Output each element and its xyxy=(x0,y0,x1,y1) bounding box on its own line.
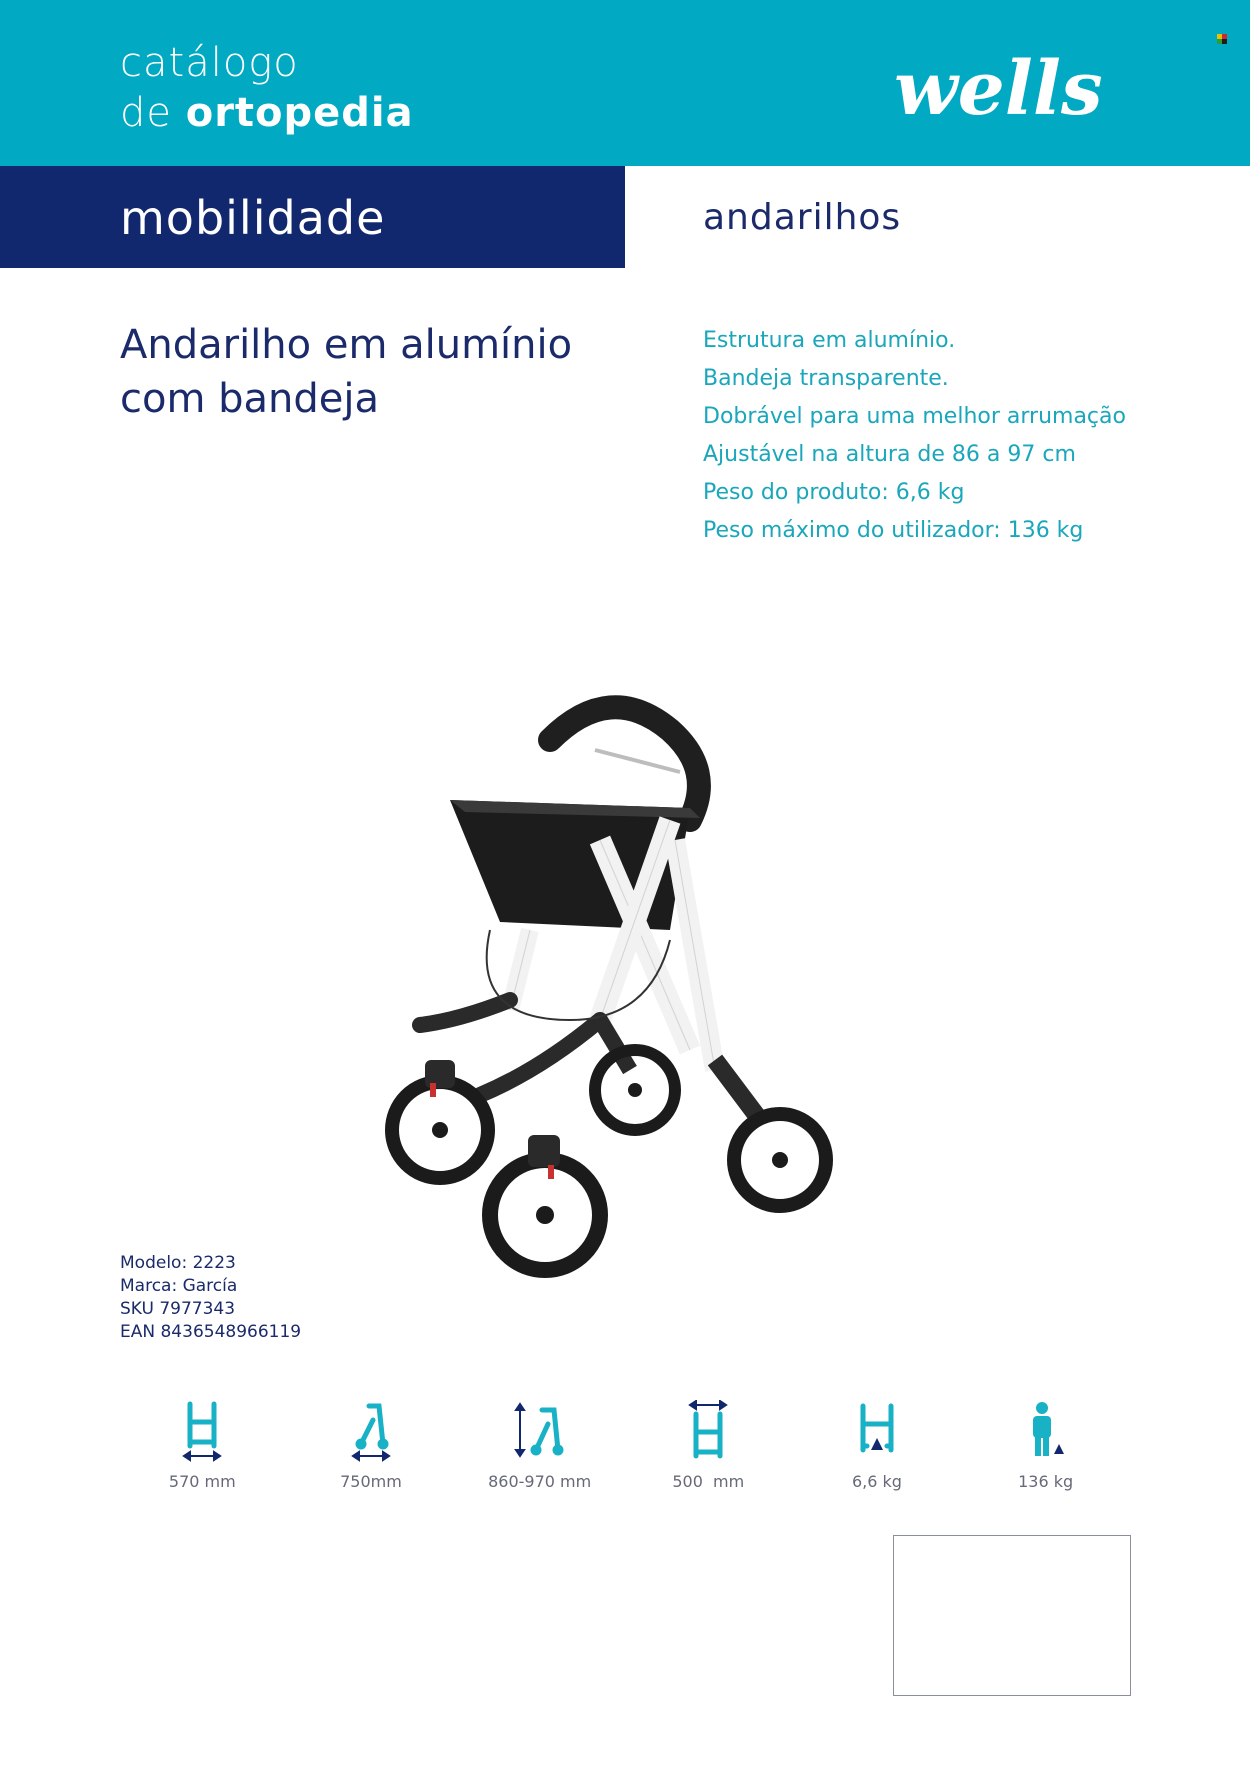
max-user-weight-icon xyxy=(1018,1400,1074,1462)
catalog-title xyxy=(120,38,414,138)
dimension-label: 136 kg xyxy=(1018,1472,1074,1491)
width-icon xyxy=(174,1400,230,1462)
dimension-label: 500 mm xyxy=(672,1472,745,1491)
catalog-title-line2 xyxy=(120,88,414,138)
catalog-title-bold: ortopedia xyxy=(185,90,414,136)
feature-item: Estrutura em alumínio. xyxy=(703,328,956,353)
seat-width-icon xyxy=(680,1400,736,1462)
dimension-width xyxy=(118,1400,287,1500)
feature-item: Dobrável para uma melhor arrumação xyxy=(703,404,1126,429)
catalog-title-prefix: de xyxy=(120,90,186,136)
dimension-label: 750mm xyxy=(340,1472,402,1491)
feature-list xyxy=(703,322,1126,550)
dimension-seat-width xyxy=(624,1400,793,1500)
feature-item: Bandeja transparente. xyxy=(703,366,949,391)
spec-brand: Marca: García xyxy=(120,1276,238,1296)
category-main: mobilidade xyxy=(120,191,386,245)
dimension-label: 6,6 kg xyxy=(851,1472,902,1491)
product-title-line2: com bandeja xyxy=(120,376,380,422)
feature-item: Peso do produto: 6,6 kg xyxy=(703,480,965,505)
dimension-depth xyxy=(287,1400,456,1500)
product-title-line1: Andarilho em alumínio xyxy=(120,322,573,368)
dimension-label: 570 mm xyxy=(168,1472,236,1491)
dimension-product-weight xyxy=(793,1400,962,1500)
rollator-walker-image xyxy=(370,690,960,1290)
height-icon xyxy=(512,1400,568,1462)
spec-model: Modelo: 2223 xyxy=(120,1253,236,1273)
product-weight-icon xyxy=(849,1400,905,1462)
feature-item: Ajustável na altura de 86 a 97 cm xyxy=(703,442,1076,467)
category-sub: andarilhos xyxy=(703,197,902,238)
depth-icon xyxy=(343,1400,399,1462)
spec-ean: EAN 8436548966119 xyxy=(120,1322,302,1342)
catalog-title-line1: catálogo xyxy=(120,40,299,86)
dimension-height xyxy=(455,1400,624,1500)
wells-logo xyxy=(890,40,1140,140)
dimension-max-user-weight xyxy=(961,1400,1130,1500)
product-specs xyxy=(120,1252,301,1344)
empty-label-box xyxy=(893,1535,1131,1696)
spec-sku: SKU 7977343 xyxy=(120,1299,236,1319)
product-title xyxy=(120,318,640,426)
dimension-icons-row xyxy=(118,1400,1130,1500)
dimension-label: 860-970 mm xyxy=(488,1472,592,1491)
wells-logo-text: wells xyxy=(894,46,1103,132)
feature-item: Peso máximo do utilizador: 136 kg xyxy=(703,518,1084,543)
registration-mark-icon xyxy=(1217,34,1227,44)
